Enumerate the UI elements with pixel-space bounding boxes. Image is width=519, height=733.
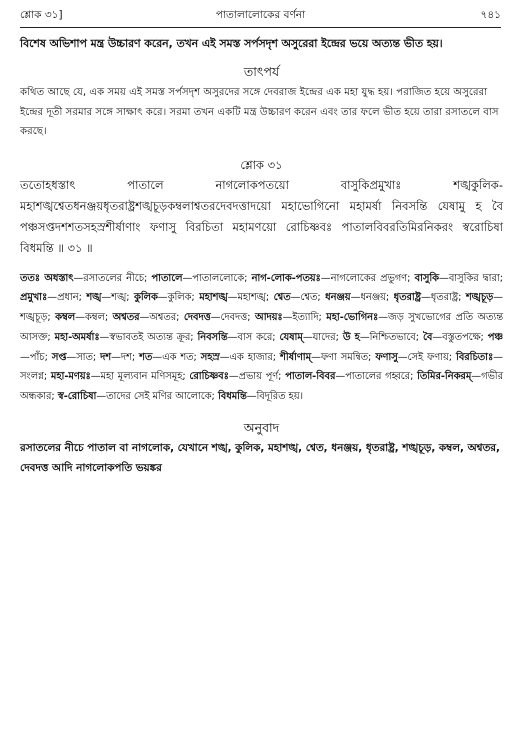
synonym-term: রোচিষ্ণবঃ	[189, 371, 229, 383]
synonym-term: ধনঞ্জয়	[325, 292, 351, 304]
synonym-term: পাতাল-বিবর	[285, 371, 336, 383]
synonym-meaning: ফণা সমন্বিত	[320, 351, 369, 363]
synonym-meaning: বাস করে	[237, 331, 273, 343]
synonym-meaning: অশ্বতর	[149, 312, 177, 324]
lead-paragraph: বিশেষ অভিশাপ মন্ত্র উচ্চারণ করেন, তখন এই সমস্ত সর্পসদৃশ অসুরেরা ইন্দ্রের ভয়ে অত্যন্ত ভীত হয়।	[20, 37, 443, 50]
synonym-meaning: গভীর অন্ধকার	[20, 371, 503, 403]
synonym-term: দশ	[100, 351, 112, 363]
synonym-term: পঞ্চ	[487, 331, 503, 343]
header-page-number: ৭৪১	[480, 9, 501, 21]
header-chapter-title: পাতালালোকের বর্ণনা	[215, 9, 306, 21]
synonym-meaning: পাতাললোকে	[192, 272, 245, 284]
synonym-term: মহাশঙ্খ	[199, 292, 228, 304]
synonym-meaning: শঙ্খচূড়	[20, 312, 48, 324]
synonym-meaning: ধনঞ্জয়	[360, 292, 386, 304]
synonym-meaning: বস্তুতপক্ষে	[442, 331, 481, 343]
synonym-term: দেবদত্ত	[183, 312, 211, 324]
page-body	[20, 34, 503, 479]
synonym-meaning: নাগলোকের প্রভুগণ	[330, 272, 408, 284]
synonym-meaning: বাসুকির দ্বারা	[448, 272, 500, 284]
purport-heading: তাৎপর্য	[243, 64, 280, 79]
header-verse-ref: শ্লোক ৩১]	[20, 9, 63, 21]
verse-heading: শ্লোক ৩১	[240, 157, 283, 172]
synonym-term: প্রমুখাঃ	[20, 292, 48, 304]
synonym-meaning: এক হাজার	[229, 351, 273, 363]
synonym-term: বিরচিতাঃ	[456, 351, 494, 363]
synonym-term: যেষাম্	[279, 331, 303, 343]
synonym-term: ধৃতরাষ্ট্র	[393, 292, 421, 304]
synonym-meaning: কম্বল	[84, 312, 105, 324]
synonym-term: বৈ	[422, 331, 433, 343]
header-divider	[20, 27, 501, 28]
synonym-meaning: রসাতলের নীচে	[83, 272, 145, 284]
synonym-term: মহা-অমর্ষাঃ	[54, 331, 100, 343]
synonym-term: নাগ-লোক-পতয়ঃ	[251, 272, 321, 284]
synonym-term: কুলিক	[133, 292, 158, 304]
synonym-term: কম্বল	[55, 312, 76, 324]
synonym-term: বিধমন্তি	[217, 391, 247, 403]
synonym-meaning: প্রভায় পূর্ণ	[238, 371, 279, 383]
running-header	[20, 8, 501, 26]
synonym-term: ততঃ অধস্তাৎ	[20, 272, 74, 284]
synonym-term: শঙ্খচূড়	[465, 292, 494, 304]
synonym-meaning: মহা মূল্যবান মণিসমূহ	[100, 371, 183, 383]
translation-heading: অনুবাদ	[243, 420, 280, 436]
synonym-meaning: দেবদত্ত	[220, 312, 248, 324]
synonym-term: মহা-ভোগিনঃ	[326, 312, 379, 324]
synonym-meaning: সেই ফণায়	[407, 351, 449, 363]
synonym-meaning: দশ	[120, 351, 132, 363]
synonym-term: উ হ	[342, 331, 360, 343]
synonym-meaning: শঙ্খ	[111, 292, 127, 304]
synonym-term: ফণাসু	[375, 351, 398, 363]
synonym-meaning: ধৃতরাষ্ট্র	[430, 292, 459, 304]
synonym-term: সপ্ত	[51, 351, 67, 363]
translation-text: রসাতলের নীচে পাতাল বা নাগলোক, যেখানে শঙ্খ, কুলিক, মহাশঙ্খ, শ্বেত, ধনঞ্জয়, ধৃতরাষ্ট্র, শঙ্খচূড়, কম্বল, অশ্বতর, দেবদত্ত আদি নাগলোকপতি ভয়ঙ্কর	[20, 442, 500, 474]
synonym-term: সহস্র	[200, 351, 220, 363]
synonym-term: নিবসন্তি	[197, 331, 228, 343]
synonym-meaning: বিদূরিত হয়	[256, 391, 300, 403]
synonym-meaning: নিশ্চিতভাবে	[369, 331, 416, 343]
synonym-meaning: ইত্যাদি	[292, 312, 319, 324]
synonym-meaning: তাদের সেই মণির আলোকে	[106, 391, 212, 403]
synonym-term: শঙ্খ	[86, 292, 102, 304]
synonym-term: শীর্ষাণাম্	[280, 351, 312, 363]
synonym-meaning: পাঁচ	[29, 351, 45, 363]
synonym-meaning: সাত	[76, 351, 93, 363]
synonym-term: শ্বেত	[273, 292, 291, 304]
synonym-term: অশ্বতর	[112, 312, 140, 324]
synonym-term: স্ব-রোচিষা	[57, 391, 97, 403]
synonym-meaning: মহাশঙ্খ	[237, 292, 266, 304]
synonym-term: তিমির-নিকরম্	[417, 371, 472, 383]
synonym-meaning: কুলিক	[167, 292, 192, 304]
synonym-meaning: পাতালের গহ্বরে	[345, 371, 411, 383]
synonym-term: শত	[139, 351, 153, 363]
synonym-term: মহা-মণয়ঃ	[50, 371, 91, 383]
synonym-meaning: এক শত	[162, 351, 194, 363]
synonyms-paragraph: ততঃ অধস্তাৎ—রসাতলের নীচে; পাতালে—পাতাললোকে; নাগ-লোক-পতয়ঃ—নাগলোকের প্রভুগণ; বাসুকি—বাসুকির দ্বারা; প্রমুখাঃ—প্রধান; শঙ্খ—শঙ্খ; কুলিক—কুলিক; মহাশঙ্খ—মহাশঙ্খ; শ্বেত—শ্বেত; ধনঞ্জয়—ধনঞ্জয়; ধৃতরাষ্ট্র—ধৃতরাষ্ট্র; শঙ্খচূড়—শঙ্খচূড়; কম্বল—কম্বল; অশ্বতর—অশ্বতর; দেবদত্ত—দেবদত্ত; আদয়ঃ—ইত্যাদি; মহা-ভোগিনঃ—জড় সুখভোগের প্রতি অত্যন্ত আসক্ত; মহা-অমর্ষাঃ—স্বভাবতই অত্যন্ত ক্রূর; নিবসন্তি—বাস করে; যেষাম্—যাদের; উ হ—নিশ্চিতভাবে; বৈ—বস্তুতপক্ষে; পঞ্চ—পাঁচ; সপ্ত—সাত; দশ—দশ; শত—এক শত; সহস্র—এক হাজার; শীর্ষাণাম্—ফণা সমন্বিত; ফণাসু—সেই ফণায়; বিরচিতাঃ—সংলগ্ন; মহা-মণয়ঃ—মহা মূল্যবান মণিসমূহ; রোচিষ্ণবঃ—প্রভায় পূর্ণ; পাতাল-বিবর—পাতালের গহ্বরে; তিমির-নিকরম্—গভীর অন্ধকার; স্ব-রোচিষা—তাদের সেই মণির আলোকে; বিধমন্তি—বিদূরিত হয়।	[20, 272, 504, 403]
synonym-meaning: যাদের	[312, 331, 336, 343]
synonym-meaning: জড় সুখভোগের প্রতি অত্যন্ত আসক্ত	[20, 312, 503, 343]
synonym-term: আদয়ঃ	[255, 312, 283, 324]
synonym-term: বাসুকি	[414, 272, 440, 284]
purport-text: কথিত আছে যে, এক সময় এই সমস্ত সর্পসদৃশ অসুরদের সঙ্গে দেবরাজ ইন্দ্রের এক মহা যুদ্ধ হয়। পরাজিত হয়ে অসুরেরা ইন্দ্রের দূতী সরমার সঙ্গে সাক্ষাৎ করে। সরমা তখন একটি মন্ত্র উচ্চারণ করেন এবং তার ফলে ভীত হয়ে তারা রসাতলে বাস করছে।	[20, 87, 499, 137]
synonym-meaning: শ্বেত	[300, 292, 318, 304]
synonym-meaning: সংলগ্ন	[20, 371, 44, 383]
synonym-meaning: প্রধান	[57, 292, 79, 304]
verse-text: ততোহধস্তাৎ পাতালে নাগলোকপতয়ো বাসুকিপ্রমুখাঃ শঙ্খকুলিক-মহাশঙ্খশ্বেতধনঞ্জয়ধৃতরাষ্ট্রশঙ্খচূড়কম্বলাশ্বতরদেবদত্তাদয়ো মহাভোগিনো মহামর্ষা নিবসন্তি যেষামু হ বৈ পঞ্চসপ্তদশশতসহস্রশীর্ষাণাং ফণাসু বিরচিতা মহামণয়ো রোচিষ্ণবঃ পাতালবিবরতিমিরনিকরং স্বরোচিষা বিধমন্তি ॥ ৩১ ॥	[20, 177, 503, 255]
synonym-meaning: স্বভাবতই অত্যন্ত ক্রূর	[109, 331, 191, 343]
synonym-term: পাতালে	[151, 272, 183, 284]
